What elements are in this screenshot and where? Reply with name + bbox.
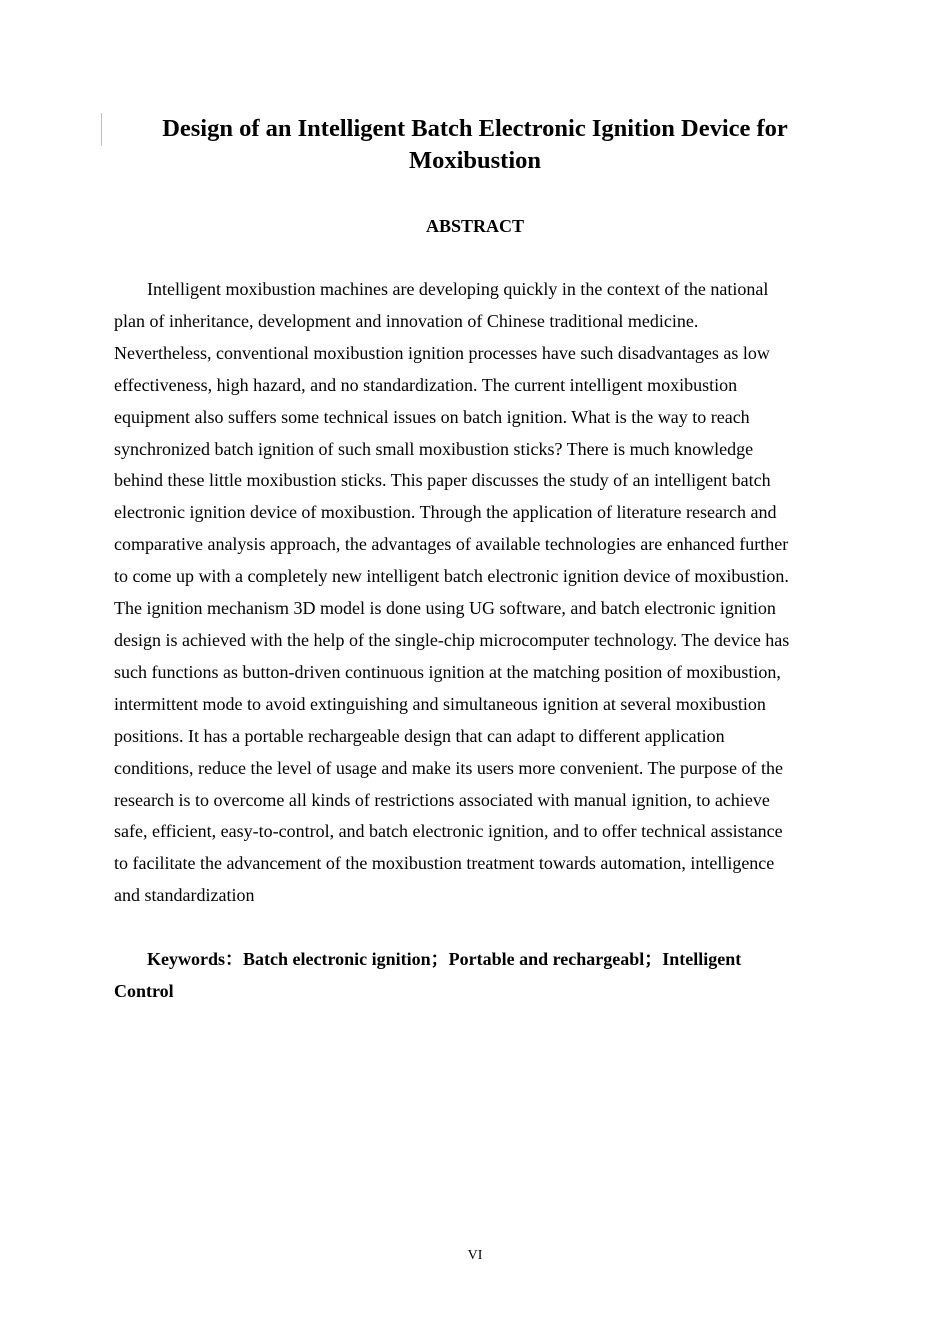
abstract-line: positions. It has a portable rechargeable design that can adapt to different application [114,725,725,746]
abstract-line: equipment also suffers some technical issues on batch ignition. What is the way to reach [114,406,750,427]
page-number: VI [467,1248,483,1263]
abstract-line: conditions, reduce the level of usage and make its users more convenient. The purpose of the [114,757,783,778]
abstract-heading: ABSTRACT [425,216,525,236]
abstract-line: effectiveness, high hazard, and no standardization. The current intelligent moxibustion [114,374,738,395]
abstract-line: electronic ignition device of moxibustion. Through the application of literature research and [114,502,777,523]
abstract-line: and standardization [114,885,255,906]
abstract-line: comparative analysis approach, the advantages of available technologies are enhanced further [114,534,789,555]
abstract-line: design is achieved with the help of the single-chip microcomputer technology. The device has [114,629,790,650]
abstract-line: safe, efficient, easy-to-control, and batch electronic ignition, and to offer technical assistance [114,821,783,842]
keywords [114,944,834,1008]
abstract-line: behind these little moxibustion sticks. This paper discusses the study of an intelligent batch [114,470,771,491]
keywords-line-2: Control [114,980,174,1001]
title-line-1: Design of an Intelligent Batch Electronic Ignition Device for [162,115,788,142]
keywords-line-1: Keywords：Batch electronic ignition；Portable and rechargeabl；Intelligent [147,949,742,969]
abstract-line: such functions as button-driven continuous ignition at the matching position of moxibustion, [114,661,781,682]
abstract-paragraph [114,274,834,912]
margin-marker [101,113,102,146]
abstract-line: to come up with a completely new intelligent batch electronic ignition device of moxibustion. [114,566,789,587]
abstract-line: research is to overcome all kinds of restrictions associated with manual ignition, to achieve [114,789,770,810]
abstract-line: The ignition mechanism 3D model is done using UG software, and batch electronic ignition [114,598,776,619]
abstract-line: Intelligent moxibustion machines are developing quickly in the context of the national [147,279,769,299]
abstract-line: plan of inheritance, development and innovation of Chinese traditional medicine. [114,310,699,331]
abstract-line: Nevertheless, conventional moxibustion ignition processes have such disadvantages as low [114,342,770,363]
abstract-line: synchronized batch ignition of such small moxibustion sticks? There is much knowledge [114,438,754,459]
document-title [120,113,830,177]
abstract-line: to facilitate the advancement of the moxibustion treatment towards automation, intelligence [114,853,775,874]
abstract-line: intermittent mode to avoid extinguishing and simultaneous ignition at several moxibustion [114,693,766,714]
title-line-2: Moxibustion [408,147,542,174]
